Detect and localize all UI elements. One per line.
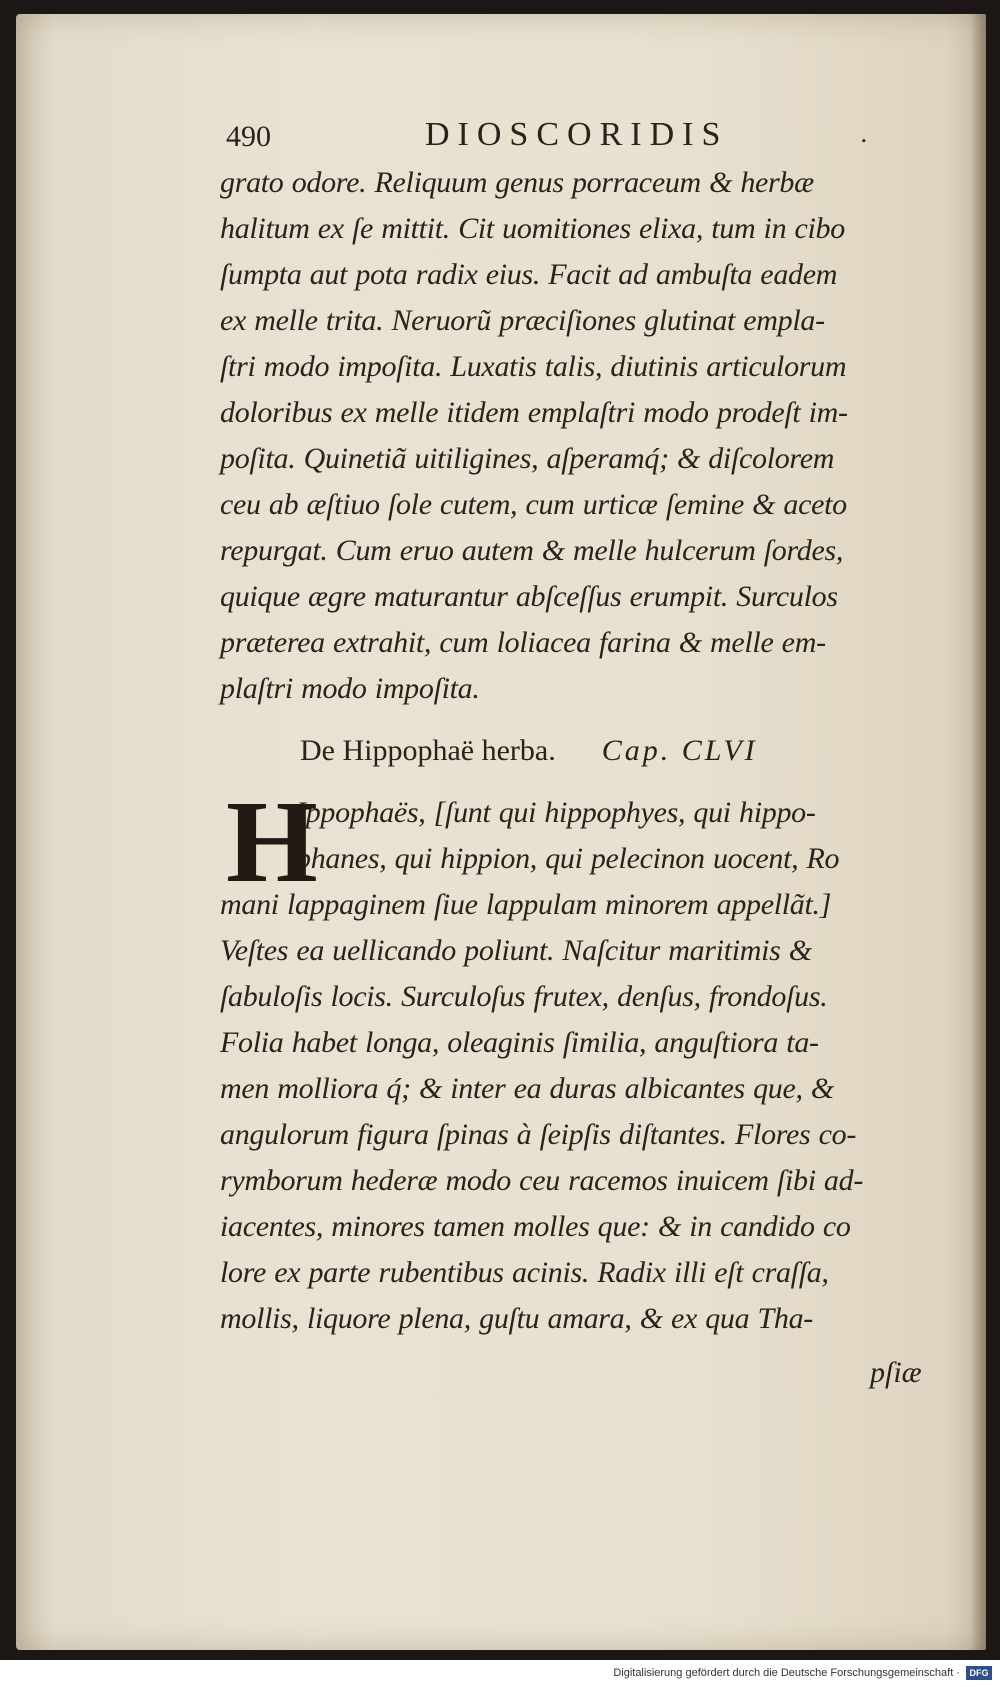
drop-cap-initial: H — [226, 776, 318, 907]
text-line: doloribus ex melle itidem emplaſtri modo prodeſt im- — [220, 396, 848, 429]
text-line: quique ægre maturantur abſceſſus erumpit. Surculos — [220, 580, 838, 613]
text-line: mani lappaginem ſiue lappulam minorem appellãt.] — [220, 888, 832, 921]
running-head-mark: . — [860, 120, 868, 148]
paragraph-hippophae — [220, 776, 920, 1342]
text-block — [220, 108, 920, 1342]
text-line: præterea extrahit, cum loliacea farina & melle em- — [220, 626, 826, 659]
funding-credit: Digitalisierung gefördert durch die Deutsche Forschungsgemeinschaft · — [613, 1667, 960, 1679]
dfg-logo: DFG — [966, 1666, 992, 1680]
text-line: poſita. Quinetiã uitiligines, aſperamq́; & diſcolorem — [220, 442, 835, 475]
running-head — [220, 108, 920, 160]
text-line: grato odore. Reliquum genus porraceum & herbæ — [220, 166, 814, 199]
text-line: Ippophaës, [ſunt qui hippophyes, qui hippo- — [296, 796, 816, 829]
chapter-heading — [220, 712, 920, 790]
catchword: pſiæ — [870, 1356, 922, 1389]
text-line: rymborum hederæ modo ceu racemos inuicem ſibi ad- — [220, 1164, 864, 1197]
text-line: ex melle trita. Neruorũ præciſiones glutinat empla- — [220, 304, 825, 337]
text-line: ſtri modo impoſita. Luxatis talis, diutinis articulorum — [220, 350, 847, 383]
text-line: Folia habet longa, oleaginis ſimilia, anguſtiora ta- — [220, 1026, 819, 1059]
footer-bar — [0, 1660, 1000, 1687]
text-line: halitum ex ſe mittit. Cit uomitiones elixa, tum in cibo — [220, 212, 845, 245]
text-line: Veſtes ea uellicando poliunt. Naſcitur maritimis & — [220, 934, 812, 967]
text-line: angulorum figura ſpinas à ſeipſis diſtantes. Flores co- — [220, 1118, 857, 1151]
page-edge-shadow — [970, 14, 986, 1650]
page-number: 490 — [226, 120, 271, 153]
chapter-title: De Hippophaë herba. — [300, 734, 556, 767]
text-line: lore ex parte rubentibus acinis. Radix illi eſt craſſa, — [220, 1256, 829, 1289]
text-line: ſabuloſis locis. Surculoſus frutex, denſus, frondoſus. — [220, 980, 828, 1013]
text-line: ceu ab æſtiuo ſole cutem, cum urticæ ſemine & aceto — [220, 488, 847, 521]
text-line: phanes, qui hippion, qui pelecinon uocent, Ro — [296, 842, 840, 875]
text-line: repurgat. Cum eruo autem & melle hulcerum ſordes, — [220, 534, 844, 567]
paragraph-continued — [220, 160, 920, 712]
text-line: iacentes, minores tamen molles que: & in candido co — [220, 1210, 851, 1243]
text-line: mollis, liquore plena, guſtu amara, & ex qua Tha- — [220, 1302, 813, 1335]
running-title: DIOSCORIDIS — [425, 116, 729, 153]
text-line: ſumpta aut pota radix eius. Facit ad ambuſta eadem — [220, 258, 838, 291]
chapter-number: Cap. CLVI — [601, 734, 758, 767]
text-line: men molliora q́; & inter ea duras albicantes que, & — [220, 1072, 834, 1105]
text-line: plaſtri modo impoſita. — [220, 672, 480, 705]
